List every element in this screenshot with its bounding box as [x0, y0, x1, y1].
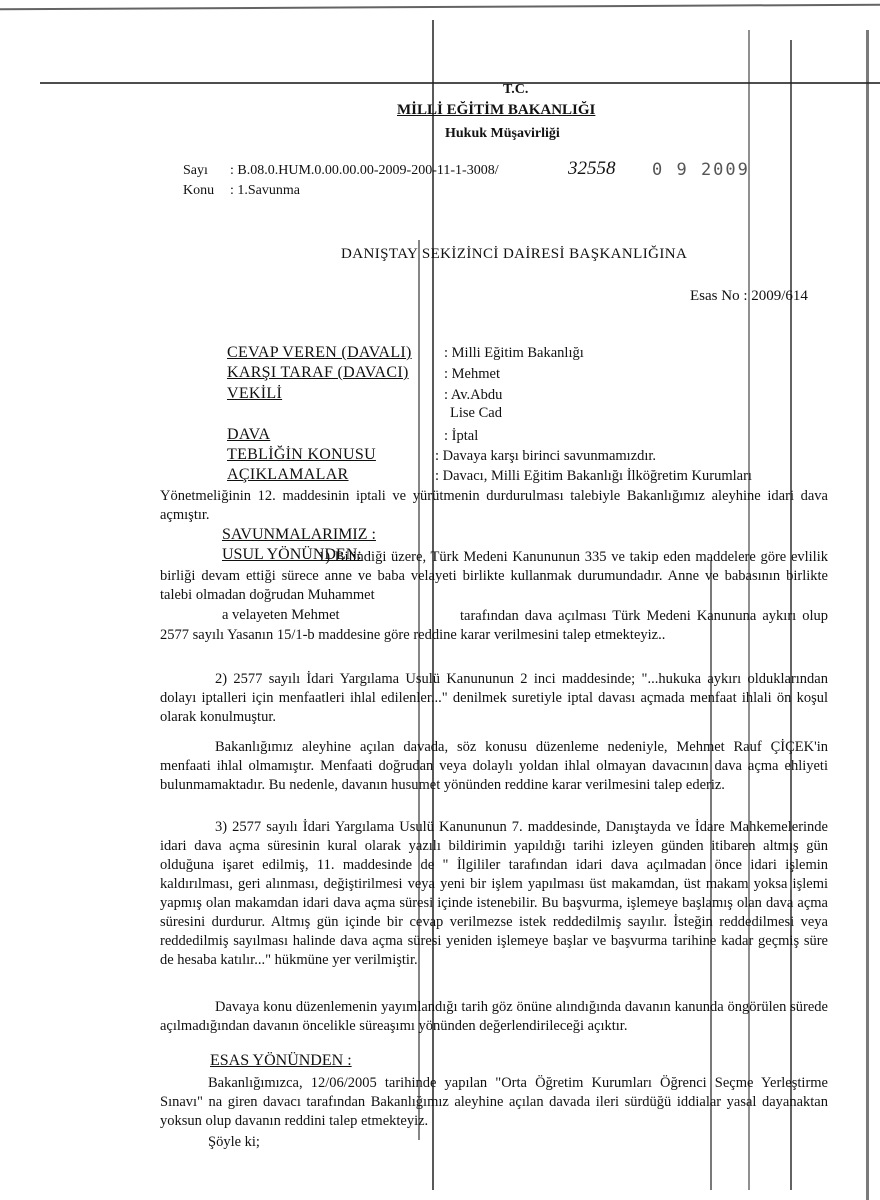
party-value: : Milli Eğitim Bakanlığı	[444, 345, 584, 361]
paragraph-3: 3) 2577 sayılı İdari Yargılama Usulü Kanununun 7. maddesinde, Danıştayda ve İdare Mahkemelerinde idari dava açma süresinin kural olarak yazılı bildirimin yapıldığı tarihi izleyen günden itibaren altmış gün olduğuna işaret edilmiş, 11. maddesinde de " İlgililer tarafından idari dava açılmadan önce idari işlemin kaldırılması, geri alınması, değiştirilmesi veya yeni bir işlem yapılması üst makamdan, üst makam yoksa işlemi yapmış olan makamdan idari dava açma süresi içinde istenebilir. Bu başvurma, işlemeye başlamış olan dava açma süresini durdurur. Altmış gün içinde bir cevap verilmezse istek reddedilmiş sayılır. İsteğin reddedilmesi veya reddedilmiş sayılması halinde dava açma süresi yeniden işlemeye başlar ve başvurma tarihine kadar geçmiş süre de hesaba katılır..." hükmüne yer verilmiştir.	[160, 819, 828, 968]
usul-heading: USUL YÖNÜNDEN:	[222, 546, 362, 563]
usul-paragraph-1: 1) Bilindiği üzere, Türk Medeni Kanununun 335 ve takip eden maddelere göre evlilik birliği devam ettiği sürece anne ve baba velayeti birlikte kullanmak durumundadır. Anne ve babasının birlikte talebi olmadan doğrudan Muhammet	[160, 549, 828, 603]
header-department: Hukuk Müşavirliği	[445, 126, 560, 141]
party-label: VEKİLİ	[227, 385, 283, 402]
party-value: : Av.Abdu	[444, 387, 503, 403]
party-label: TEBLİĞİN KONUSU	[227, 446, 376, 463]
party-value: : Mehmet	[444, 366, 500, 382]
addressee: DANIŞTAY SEKİZİNCİ DAİRESİ BAŞKANLIĞINA	[341, 246, 688, 262]
header-ministry: MİLLİ EĞİTİM BAKANLIĞI	[397, 102, 596, 118]
party-value: : İptal	[444, 428, 479, 444]
scan-artifact-vertical	[866, 30, 869, 1200]
esas-paragraph: Bakanlığımızca, 12/06/2005 tarihinde yapılan "Orta Öğretim Kurumları Öğrenci Seçme Yerleştirme Sınavı" na giren davacı tarafından Bakanlığımız aleyhine açılan davada ileri sürdüğü iddialar yasal dayanaktan yoksun olup davanın reddini talep etmekteyiz.	[160, 1075, 828, 1129]
esas-heading: ESAS YÖNÜNDEN :	[210, 1052, 352, 1069]
konu-label: Konu	[183, 183, 215, 198]
savunma-heading: SAVUNMALARIMIZ :	[222, 526, 376, 543]
party-label: DAVA	[227, 426, 271, 443]
paragraph-2b: Bakanlığımız aleyhine açılan davada, söz konusu düzenleme nedeniyle, Mehmet Rauf ÇİÇEK'in menfaati ihlal olmamıştır. Menfaati doğrudan veya dolaylı yoldan ihlal olmayan davacının dava açma ehliyeti bulunmamaktadır. Bu nedenle, davanın husumet yönünden reddine karar verilmesini talep ederiz.	[160, 739, 828, 793]
usul-paragraph-1-fragment: a velayeten Mehmet	[222, 607, 340, 623]
handwritten-number: 32558	[568, 158, 616, 179]
scan-artifact-top	[0, 4, 880, 11]
konu-value: : 1.Savunma	[230, 183, 300, 198]
party-label: CEVAP VEREN (DAVALI)	[227, 344, 412, 361]
party-value: : Davaya karşı birinci savunmamızdır.	[435, 448, 657, 464]
party-value: : Davacı, Milli Eğitim Bakanlığı İlköğretim Kurumları	[435, 468, 752, 484]
sayi-value: : B.08.0.HUM.0.00.00.00-2009-200-11-1-3008/	[230, 163, 499, 178]
sayi-label: Sayı	[183, 163, 208, 178]
paragraph-2: 2) 2577 sayılı İdari Yargılama Usulü Kanununun 2 inci maddesinde; "...hukuka aykırı olduklarından dolayı iptalleri için menfaatleri ihlal edilenler..." denilmek suretiyle iptal davası açmada menfaat ihlali ön koşul olarak konulmuştur.	[160, 671, 828, 725]
paragraph-3b: Davaya konu düzenlemenin yayımlandığı tarih göz önüne alındığında davanın kanunda öngörülen sürede açılmadığından davanın öncelikle süreaşımı yönünden değerlendirileceği açıktır.	[160, 999, 828, 1034]
received-date-stamp: 0 9 2009	[652, 160, 750, 180]
usul-paragraph-1-continued: tarafından dava açılması Türk Medeni Kanununa aykırı olup 2577 sayılı Yasanın 15/1-b maddesine göre reddine karar verilmesini talep etmekteyiz..	[160, 608, 828, 643]
intro-paragraph: Yönetmeliğinin 12. maddesinin iptali ve yürütmenin durdurulması talebiyle Bakanlığımız aleyhine idari dava açmıştır.	[160, 488, 828, 523]
scan-artifact-rule	[40, 82, 880, 84]
esas-number: Esas No : 2009/614	[690, 288, 808, 304]
party-label: AÇIKLAMALAR	[227, 466, 349, 483]
party-label: KARŞI TARAF (DAVACI)	[227, 364, 409, 381]
party-value: Lise Cad	[450, 405, 502, 421]
closing-text: Şöyle ki;	[208, 1134, 260, 1150]
header-tc: T.C.	[503, 82, 529, 97]
